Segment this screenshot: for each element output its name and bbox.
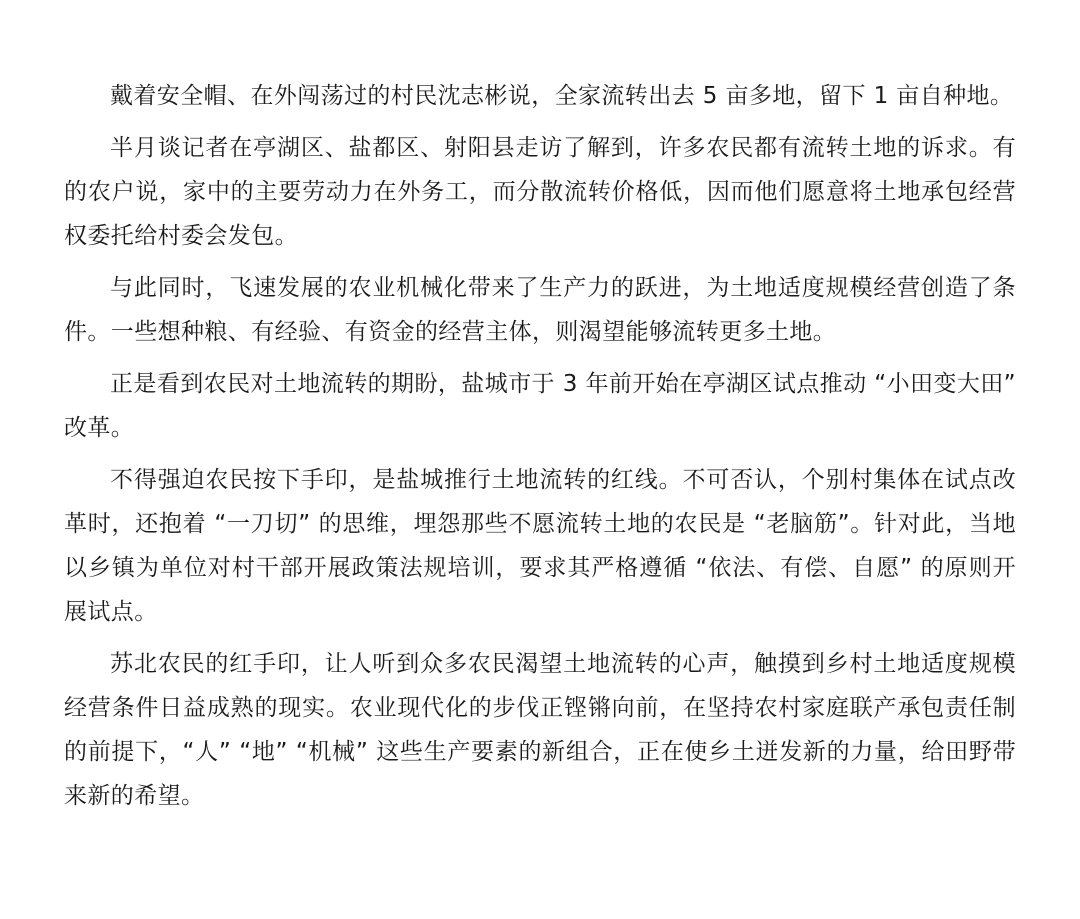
paragraph-4: 正是看到农民对土地流转的期盼，盐城市于 3 年前开始在亭湖区试点推动 “小田变大田” 改革。 <box>64 371 1016 441</box>
paragraph-6: 苏北农民的红手印，让人听到众多农民渴望土地流转的心声，触摸到乡村土地适度规模经营条件日益成熟的现实。农业现代化的步伐正铿锵向前，在坚持农村家庭联产承包责任制的前提下，“人” “地” “机械” 这些生产要素的新组合，正在使乡土迸发新的力量，给田野带来新的希望。 <box>64 651 1016 809</box>
article-body <box>64 74 1016 826</box>
paragraph-5: 不得强迫农民按下手印，是盐城推行土地流转的红线。不可否认，个别村集体在试点改革时，还抱着 “一刀切” 的思维，埋怨那些不愿流转土地的农民是 “老脑筋”。针对此，当地以乡镇为单位对村干部开展政策法规培训，要求其严格遵循 “依法、有偿、自愿” 的原则开展试点。 <box>64 467 1016 625</box>
paragraph-3: 与此同时，飞速发展的农业机械化带来了生产力的跃进，为土地适度规模经营创造了条件。一些想种粮、有经验、有资金的经营主体，则渴望能够流转更多土地。 <box>64 275 1016 345</box>
paragraph-2: 半月谈记者在亭湖区、盐都区、射阳县走访了解到，许多农民都有流转土地的诉求。有的农户说，家中的主要劳动力在外务工，而分散流转价格低，因而他们愿意将土地承包经营权委托给村委会发包。 <box>64 135 1016 249</box>
paragraph-1: 戴着安全帽、在外闯荡过的村民沈志彬说，全家流转出去 5 亩多地，留下 1 亩自种地。 <box>110 83 1014 109</box>
